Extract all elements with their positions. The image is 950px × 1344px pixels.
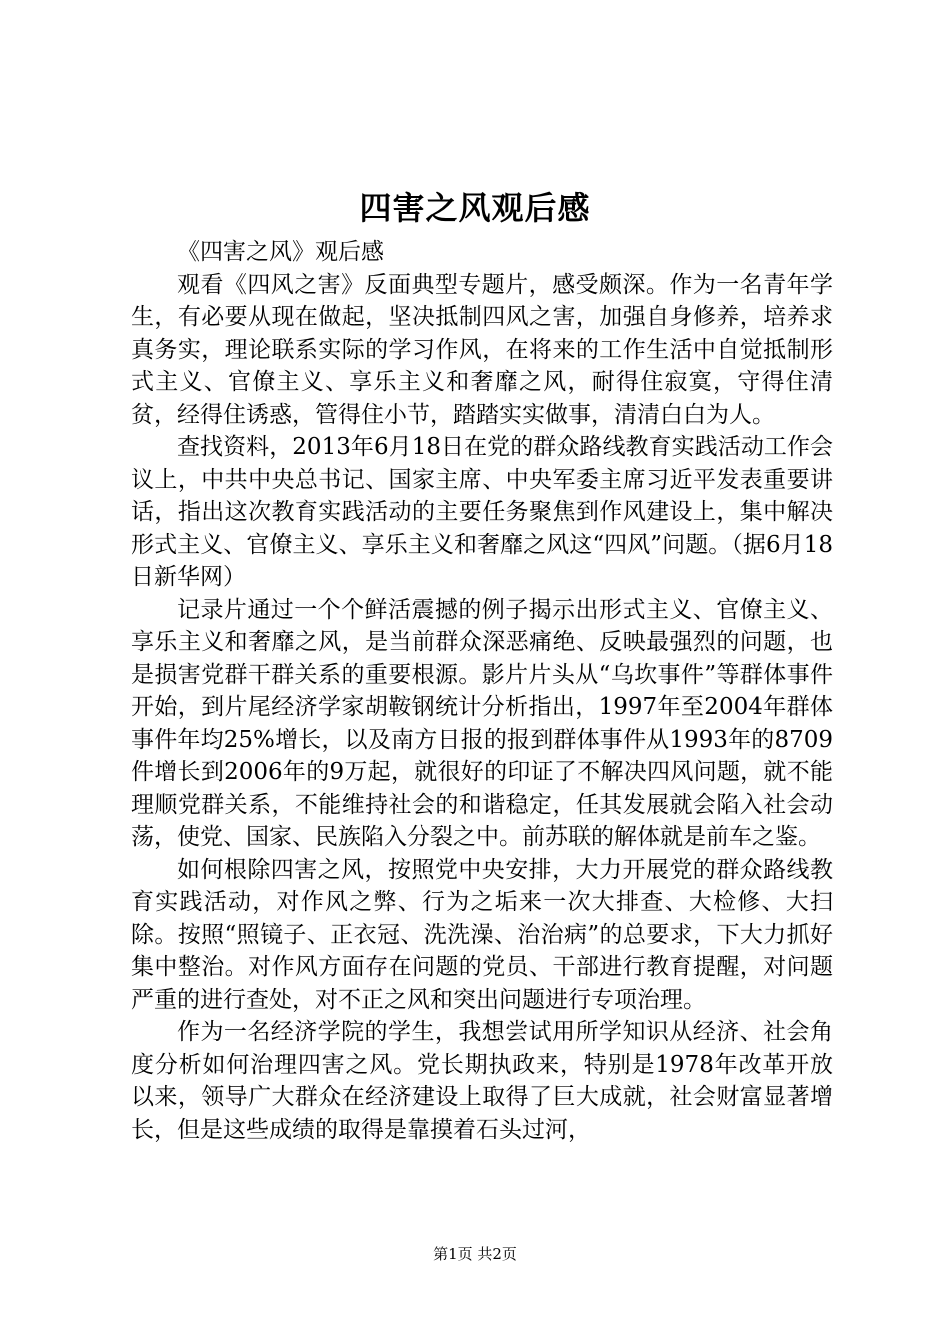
document-subtitle: 《四害之风》观后感 xyxy=(177,239,384,265)
paragraph-1: 观看《四风之害》反面典型专题片，感受颇深。作为一名青年学生，有必要从现在做起，坚决抵制四风之害，加强自身修养，培养求真务实，理论联系实际的学习作风，在将来的工作生活中自觉抵制形式主义、官僚主义、享乐主义和奢靡之风，耐得住寂寞，守得住清贫，经得住诱惑，管得住小节，踏踏实实做事，清清白白为人。 xyxy=(131,271,833,428)
paragraph-2: 查找资料，2013年6月18日在党的群众路线教育实践活动工作会议上，中共中央总书记、国家主席、中央军委主席习近平发表重要讲话，指出这次教育实践活动的主要任务聚焦到作风建设上，集中解决形式主义、官僚主义、享乐主义和奢靡之风这“四风”问题。（据6月18日新华网） xyxy=(131,434,833,590)
paragraph-3: 记录片通过一个个鲜活震撼的例子揭示出形式主义、官僚主义、享乐主义和奢靡之风，是当前群众深恶痛绝、反映最强烈的问题，也是损害党群干群关系的重要根源。影片片头从“乌坎事件”等群体事件开始，到片尾经济学家胡鞍钢统计分析指出，1997年至2004年群体事件年均25%增长，以及南方日报的报到群体事件从1993年的8709件增长到2006年的9万起，就很好的印证了不解决四风问题，就不能理顺党群关系，不能维持社会的和谐稳定，任其发展就会陷入社会动荡，使党、国家、民族陷入分裂之中。前苏联的解体就是前车之鉴。 xyxy=(131,596,833,850)
paragraph-5: 作为一名经济学院的学生，我想尝试用所学知识从经济、社会角度分析如何治理四害之风。党长期执政来，特别是1978年改革开放以来，领导广大群众在经济建设上取得了巨大成就，社会财富显著增长，但是这些成绩的取得是靠摸着石头过河， xyxy=(131,1019,833,1143)
paragraph-4: 如何根除四害之风，按照党中央安排，大力开展党的群众路线教育实践活动，对作风之弊、行为之垢来一次大排查、大检修、大扫除。按照“照镜子、正衣冠、洗洗澡、治治病”的总要求，下大力抓好集中整治。对作风方面存在问题的党员、干部进行教育提醒，对问题严重的进行查处，对不正之风和突出问题进行专项治理。 xyxy=(131,856,833,1013)
document-title: 四害之风观后感 xyxy=(359,189,591,227)
page-footer: 第1页 共2页 xyxy=(433,1245,517,1263)
document-body xyxy=(131,236,833,1146)
